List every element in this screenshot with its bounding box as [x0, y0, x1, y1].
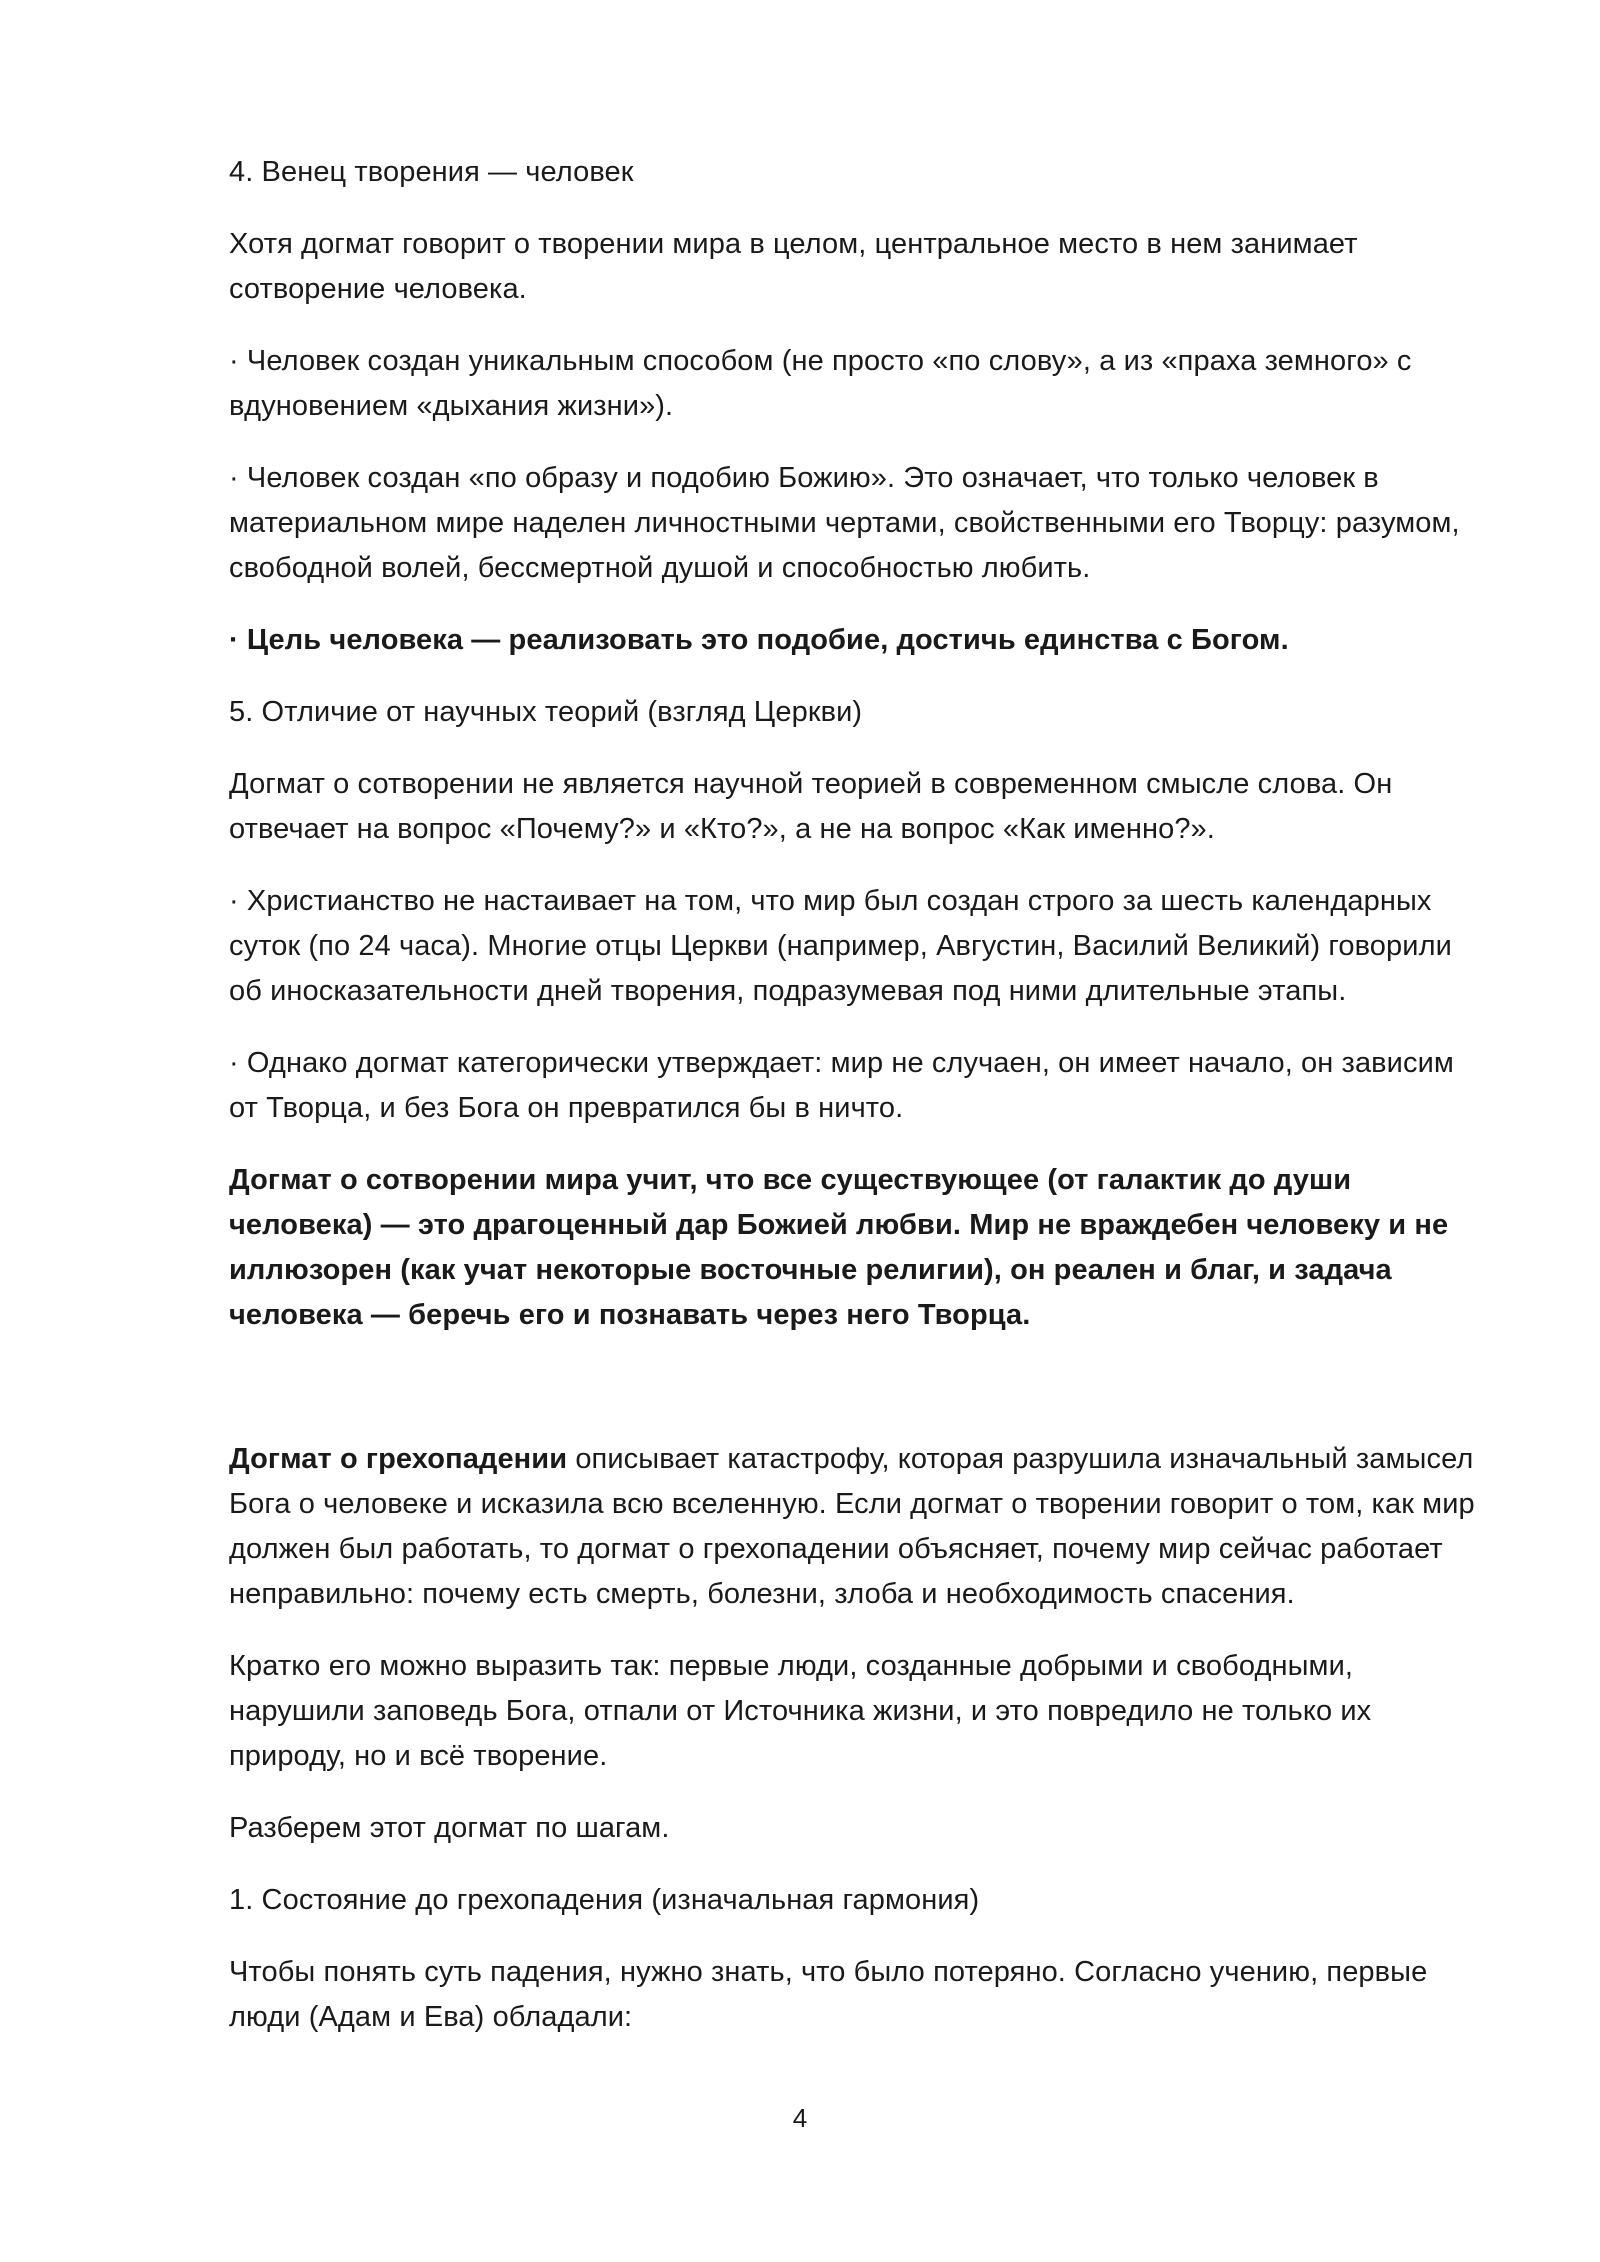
section-heading: 1. Состояние до грехопадения (изначальная гармония) [229, 1884, 980, 1916]
paragraph: Кратко его можно выразить так: первые люди, созданные добрыми и свободными, нарушили заповедь Бога, отпали от Источника жизни, и это повредило не только их природу, но и всё творение. [229, 1650, 1372, 1772]
paragraph: Догмат о сотворении не является научной теорией в современном смысле слова. Он отвечает на вопрос «Почему?» и «Кто?», а не на вопрос «Как именно?». [229, 768, 1393, 845]
paragraph: Разберем этот догмат по шагам. [229, 1812, 670, 1844]
paragraph-text: описывает катастрофу, которая разрушила изначальный замысел Бога о человеке и исказила всю вселенную. Если догмат о творении говорит о том, как мир должен был работать, то догмат о грехопадении объясняет, почему мир сейчас работает неправильно: почему есть смерть, болезни, злоба и необходимость спасения. [229, 1443, 1475, 1610]
paragraph: Хотя догмат говорит о творении мира в целом, центральное место в нем занимает сотворение человека. [229, 228, 1358, 305]
bullet-paragraph: · Человек создан «по образу и подобию Божию». Это означает, что только человек в материальном мире наделен личностными чертами, свойственными его Творцу: разумом, свободной волей, бессмертной душой и способностью любить. [229, 462, 1460, 584]
bullet-paragraph: · Человек создан уникальным способом (не просто «по слову», а из «праха земного» с вдуновением «дыхания жизни»). [229, 345, 1412, 422]
bullet-paragraph: · Христианство не настаивает на том, что мир был создан строго за шесть календарных суток (по 24 часа). Многие отцы Церкви (например, Августин, Василий Великий) говорили об иносказательности дней творения, подразумевая под ними длительные этапы. [229, 885, 1452, 1007]
bullet-paragraph-bold: · Цель человека — реализовать это подобие, достичь единства с Богом. [229, 624, 1289, 656]
section-heading: 4. Венец творения — человек [229, 156, 634, 188]
bold-term: Догмат о грехопадении [229, 1443, 568, 1475]
page-content [229, 150, 1489, 2067]
section-heading: 5. Отличие от научных теорий (взгляд Церкви) [229, 696, 863, 728]
blank-space [229, 1365, 1489, 1437]
summary-paragraph: Догмат о сотворении мира учит, что все существующее (от галактик до души человека) — это драгоценный дар Божией любви. Мир не враждебен человеку и не иллюзорен (как учат некоторые восточные религии), он реален и благ, и задача человека — беречь его и познавать через него Творца. [229, 1164, 1449, 1331]
paragraph [229, 1437, 1489, 1617]
bullet-paragraph: · Однако догмат категорически утверждает: мир не случаен, он имеет начало, он зависим от Творца, и без Бога он превратился бы в ничто. [229, 1047, 1454, 1124]
paragraph: Чтобы понять суть падения, нужно знать, что было потеряно. Согласно учению, первые люди (Адам и Ева) обладали: [229, 1956, 1428, 2033]
page-number: 4 [792, 2103, 808, 2133]
